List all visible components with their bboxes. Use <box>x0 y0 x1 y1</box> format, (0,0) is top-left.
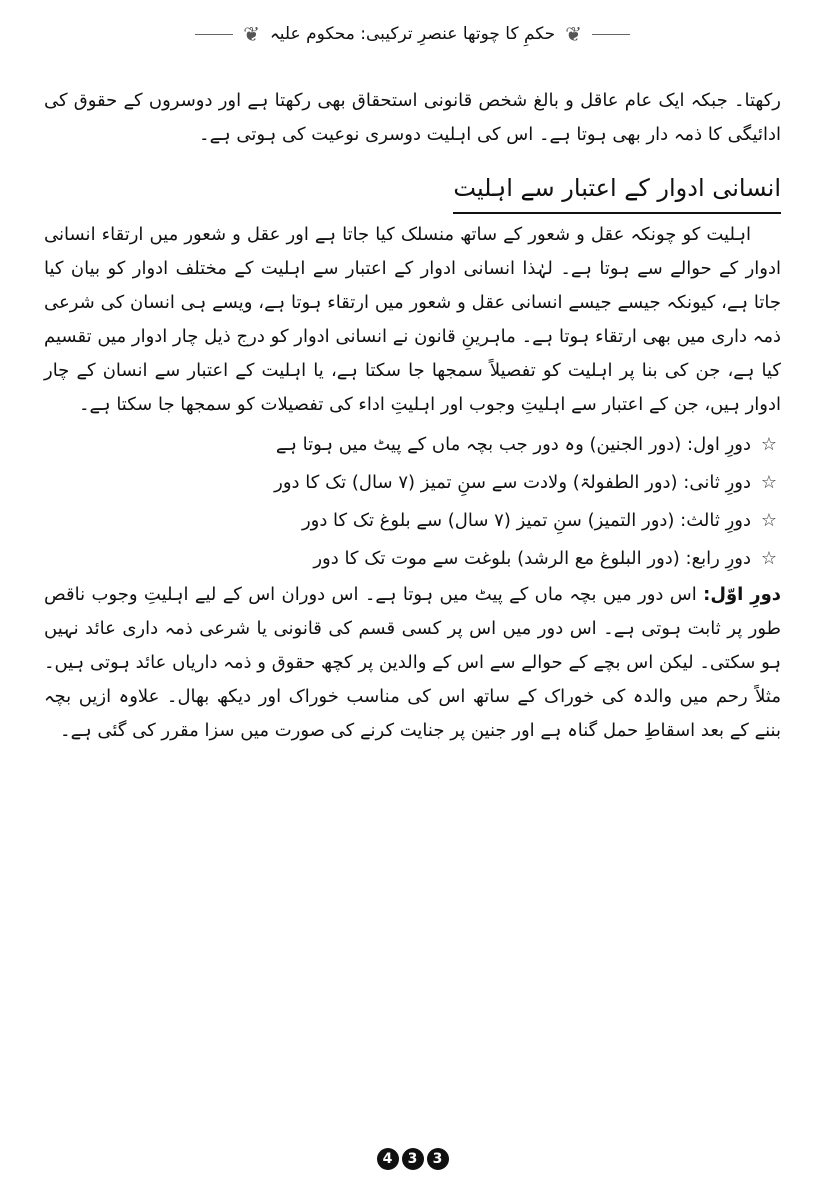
list-item <box>44 426 781 464</box>
list-item-text: دورِ ثالث: (دور التمیز) سنِ تمیز (۷ سال) سے بلوغ تک کا دور <box>301 510 751 531</box>
paragraph-first-stage <box>44 578 781 748</box>
star-icon: ☆ <box>760 510 777 531</box>
page-number-digit: 3 <box>402 1148 424 1170</box>
flourish-icon: ❦ <box>565 22 582 46</box>
star-icon: ☆ <box>760 434 777 455</box>
paragraph-intro: اہلیت کو چونکہ عقل و شعور کے ساتھ منسلک کیا جاتا ہے اور عقل و شعور میں ارتقاء انسانی ادوار کے حوالے سے ہوتا ہے۔ لہٰذا انسانی ادوار کے اعتبار سے اہلیت کے مختلف ادوار کو بیان کیا جاتا ہے، کیونکہ جیسے جیسے انسانی عقل و شعور میں ارتقاء ہوتا ہے، ویسے ہی انسان کی شرعی ذمہ داری میں بھی ارتقاء ہوتا ہے۔ ماہرینِ قانون نے انسانی ادوار کو درج ذیل چار ادوار میں تقسیم کیا ہے، جن کی بنا پر اہلیت کو تفصیلاً سمجھا جا سکتا ہے، یا اہلیت کے اعتبار سے انسان کے چار ادوار ہیں، جن کے اعتبار سے اہلیتِ وجوب اور اہلیتِ اداء کی تفصیلات کو سمجھا جا سکتا ہے۔ <box>44 224 782 415</box>
list-item-text: دورِ ثانی: (دور الطفولۃ) ولادت سے سنِ تمیز (۷ سال) تک کا دور <box>274 472 751 493</box>
page-number-digit: 3 <box>427 1148 449 1170</box>
stage-description: اس دور میں بچہ ماں کے پیٹ میں ہوتا ہے۔ اس دوران اس کے لیے اہلیتِ وجوب ناقص طور پر ثابت ہوتی ہے۔ اس دور میں اس پر کسی قسم کی قانونی یا شرعی ذمہ داری عائد نہیں ہو سکتی۔ لیکن اس بچے کے حوالے سے اس کے والدین پر کچھ حقوق و ذمہ داریاں عائد ہوتی ہیں۔ مثلاً رحم میں والدہ کی خوراک کے ساتھ اس کی مناسب خوراک اور دیکھ بھال۔ علاوہ ازیں بچہ بننے کے بعد اسقاطِ حمل گناہ ہے اور جنین پر جنایت کرنے کی صورت میں سزا مقرر کی گئی ہے۔ <box>44 584 781 741</box>
running-header <box>0 22 825 46</box>
list-item <box>44 502 781 540</box>
paragraph-continued: رکھتا۔ جبکہ ایک عام عاقل و بالغ شخص قانونی استحقاق بھی رکھتا ہے اور دوسروں کے حقوق کی ادائیگی کا ذمہ دار بھی ہوتا ہے۔ اس کی اہلیت دوسری نوعیت کی ہوتی ہے۔ <box>44 90 781 145</box>
star-icon: ☆ <box>760 472 777 493</box>
page-number <box>0 1148 825 1170</box>
section-heading: انسانی ادوار کے اعتبار سے اہلیت <box>453 168 781 214</box>
star-icon: ☆ <box>760 548 777 569</box>
stages-list <box>44 426 781 578</box>
section-heading-wrap <box>44 152 781 218</box>
header-rule-right <box>592 34 630 35</box>
flourish-icon: ❦ <box>243 22 260 46</box>
list-item <box>44 464 781 502</box>
list-item <box>44 540 781 578</box>
page-body <box>44 84 781 748</box>
list-item-text: دورِ رابع: (دور البلوغ مع الرشد) بلوغت سے موت تک کا دور <box>313 548 751 569</box>
stage-term: دورِ اوّل: <box>703 584 781 605</box>
list-item-text: دورِ اول: (دور الجنین) وہ دور جب بچہ ماں کے پیٹ میں ہوتا ہے <box>275 434 751 455</box>
header-title: حکمِ کا چوتھا عنصرِ ترکیبی: محکوم علیہ <box>269 24 556 44</box>
header-rule-left <box>195 34 233 35</box>
page-number-digit: 4 <box>377 1148 399 1170</box>
